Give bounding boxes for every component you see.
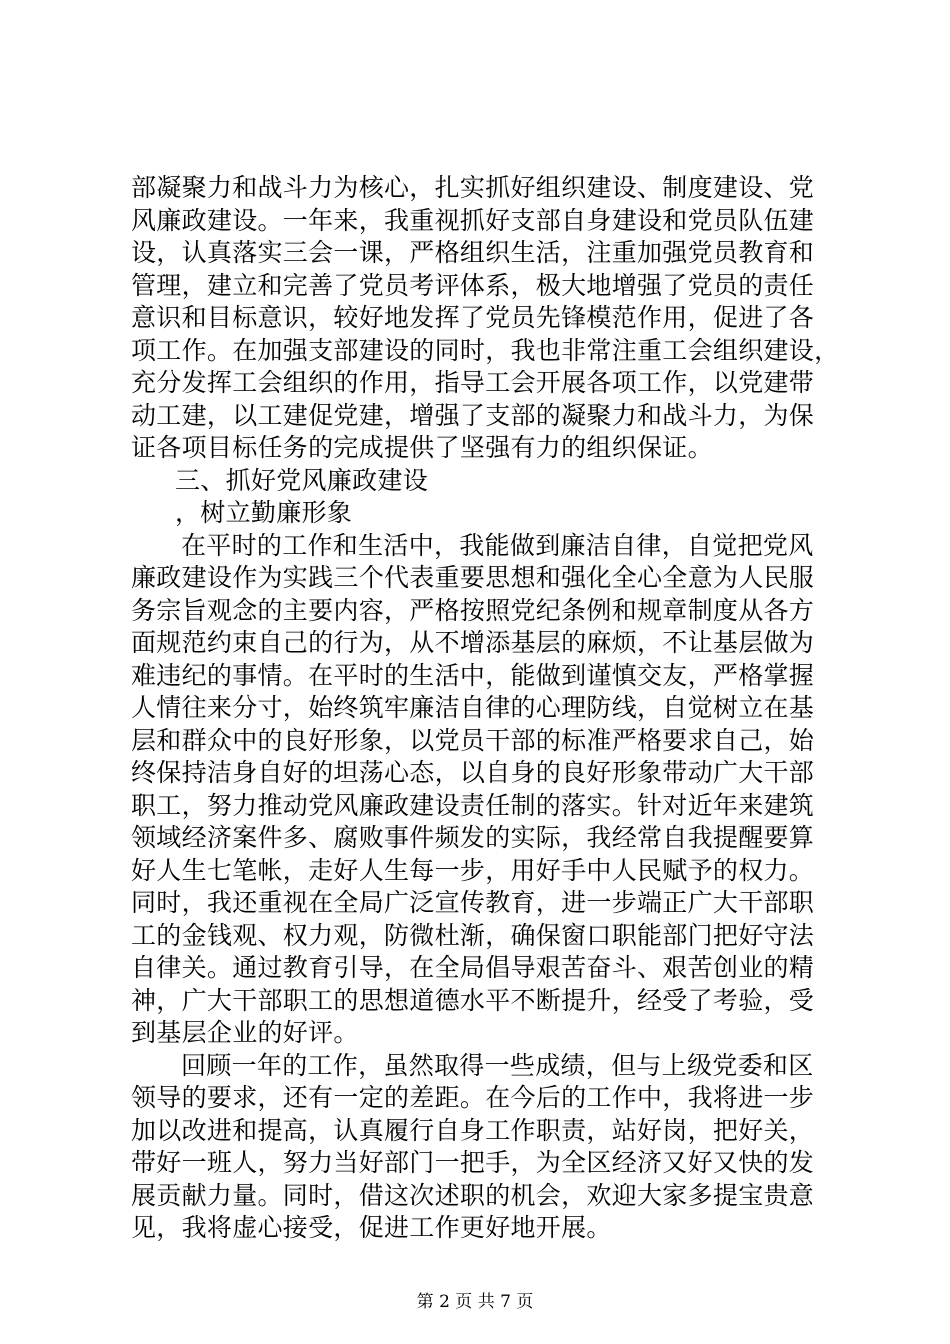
text-line: 充分发挥工会组织的作用，指导工会开展各项工作，以党建带 (131, 368, 815, 397)
text-line: 动工建，以工建促党建，增强了支部的凝聚力和战斗力，为保 (131, 400, 815, 430)
paragraph-first-line: 在平时的工作和生活中，我能做到廉洁自律，自觉把党风 (181, 530, 814, 560)
text-line: 到基层企业的好评。 (131, 1018, 359, 1047)
text-line: 同时，我还重视在全局广泛宣传教育，进一步端正广大干部职 (131, 888, 815, 917)
text-line: 神，广大干部职工的思想道德水平不断提升，经受了考验，受 (131, 985, 815, 1015)
text-line: 证各项目标任务的完成提供了坚强有力的组织保证。 (131, 433, 713, 462)
text-line: 部凝聚力和战斗力为核心，扎实抓好组织建设、制度建设、党 (131, 173, 815, 202)
text-line: 展贡献力量。同时，借这次述职的机会，欢迎大家多提宝贵意 (131, 1180, 815, 1210)
text-line: 风廉政建设。一年来，我重视抓好支部自身建设和党员队伍建 (131, 205, 815, 235)
text-line: 意识和目标意识，较好地发挥了党员先锋模范作用，促进了各 (131, 303, 815, 332)
text-line: 工的金钱观、权力观，防微杜渐，确保窗口职能部门把好守法 (131, 920, 815, 950)
text-line: 终保持洁身自好的坦荡心态，以自身的良好形象带动广大干部 (131, 758, 815, 787)
text-line: 好人生七笔帐，走好人生每一步，用好手中人民赋予的权力。 (131, 855, 815, 885)
text-line: 务宗旨观念的主要内容，严格按照党纪条例和规章制度从各方 (131, 595, 815, 625)
text-line: 带好一班人，努力当好部门一把手，为全区经济又好又快的发 (131, 1148, 815, 1177)
text-line: 见，我将虚心接受，促进工作更好地开展。 (131, 1213, 612, 1242)
text-line: 廉政建设作为实践三个代表重要思想和强化全心全意为人民服 (131, 563, 815, 592)
text-line: 领导的要求，还有一定的差距。在今后的工作中，我将进一步 (131, 1083, 815, 1112)
section-subheading: ，树立勤廉形象 (175, 498, 353, 527)
page-number-footer: 第 2 页 共 7 页 (416, 1292, 534, 1312)
body-text (131, 172, 840, 1245)
text-line: 层和群众中的良好形象，以党员干部的标准严格要求自己，始 (131, 725, 815, 755)
text-line: 自律关。通过教育引导，在全局倡导艰苦奋斗、艰苦创业的精 (131, 953, 815, 982)
text-line: 难违纪的事情。在平时的生活中，能做到谨慎交友，严格掌握 (131, 660, 815, 690)
paragraph-first-line: 回顾一年的工作，虽然取得一些成绩，但与上级党委和区 (181, 1050, 814, 1080)
text-line: 加以改进和提高，认真履行自身工作职责，站好岗，把好关， (131, 1115, 815, 1145)
text-line: 项工作。在加强支部建设的同时，我也非常注重工会组织建设， (131, 335, 840, 365)
section-heading: 三、抓好党风廉政建设 (175, 465, 429, 495)
text-line: 管理，建立和完善了党员考评体系，极大地增强了党员的责任 (131, 270, 815, 300)
text-line: 职工，努力推动党风廉政建设责任制的落实。针对近年来建筑 (131, 790, 815, 820)
text-line: 面规范约束自己的行为，从不增添基层的麻烦，不让基层做为 (131, 628, 815, 657)
text-line: 人情往来分寸，始终筑牢廉洁自律的心理防线，自觉树立在基 (131, 693, 815, 722)
text-line: 领域经济案件多、腐败事件频发的实际，我经常自我提醒要算 (131, 823, 815, 852)
text-line: 设，认真落实三会一课，严格组织生活，注重加强党员教育和 (131, 238, 815, 267)
